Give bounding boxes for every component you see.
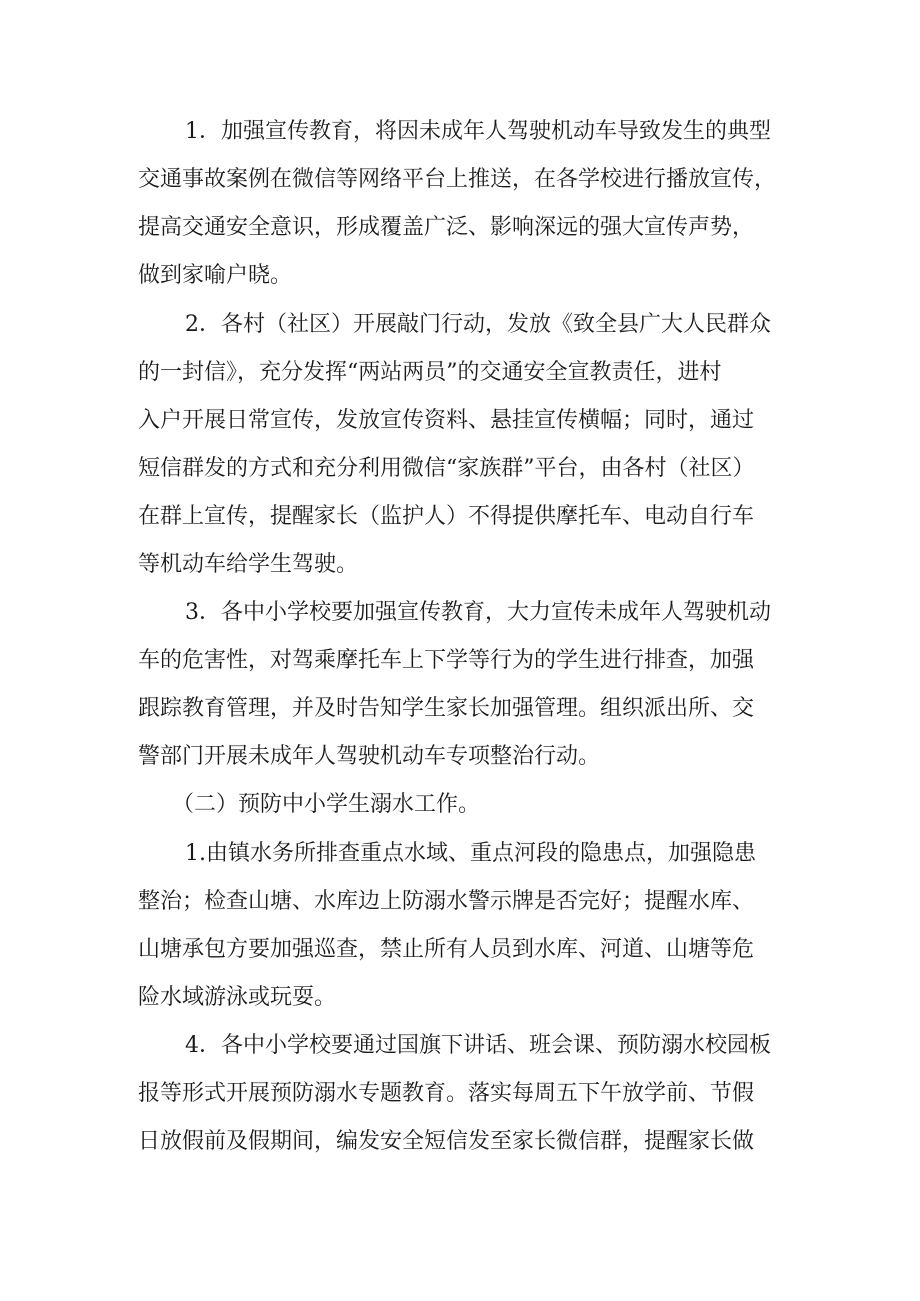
paragraph-1-line-3: 提高交通安全意识，形成覆盖广泛、影响深远的强大宣传声势， xyxy=(138,215,755,240)
paragraph-1-line-4: 做到家喻户晓。 xyxy=(138,263,293,288)
paragraph-5-line-2: 报等形式开展预防溺水专题教育。落实每周五下午放学前、节假 xyxy=(138,1081,755,1106)
paragraph-2-line-1: 2．各村（社区）开展敲门行动，发放《致全县广大人民群众 xyxy=(185,312,771,337)
paragraph-4-line-4: 险水域游泳或玩耍。 xyxy=(138,985,337,1010)
paragraph-2-line-4: 短信群发的方式和充分利用微信“家族群”平台，由各村（社区） xyxy=(138,456,755,481)
paragraph-5-line-1: 4．各中小学校要通过国旗下讲话、班会课、预防溺水校园板 xyxy=(185,1033,771,1058)
paragraph-1-line-1: 1．加强宣传教育，将因未成年人驾驶机动车导致发生的典型 xyxy=(185,119,771,144)
paragraph-3-line-2: 车的危害性，对驾乘摩托车上下学等行为的学生进行排查，加强 xyxy=(138,648,755,673)
paragraph-2-line-2: 的一封信》，充分发挥“两站两员”的交通安全宣教责任，进村 xyxy=(138,360,722,385)
paragraph-3-line-3: 跟踪教育管理，并及时告知学生家长加强管理。组织派出所、交 xyxy=(138,696,755,721)
paragraph-3-line-1: 3．各中小学校要加强宣传教育，大力宣传未成年人驾驶机动 xyxy=(185,600,771,625)
paragraph-4-line-2: 整治；检查山塘、水库边上防溺水警示牌是否完好；提醒水库、 xyxy=(138,889,755,914)
paragraph-4-line-1: 1.由镇水务所排查重点水域、重点河段的隐患点，加强隐患 xyxy=(185,841,756,866)
paragraph-2-line-3: 入户开展日常宣传，发放宣传资料、悬挂宣传横幅；同时，通过 xyxy=(138,408,755,433)
section-heading-text: （二）预防中小学生溺水工作。 xyxy=(172,792,481,817)
paragraph-2-line-5: 在群上宣传，提醒家长（监护人）不得提供摩托车、电动自行车 xyxy=(138,504,755,529)
paragraph-3-line-4: 警部门开展未成年人驾驶机动车专项整治行动。 xyxy=(138,744,601,769)
paragraph-1-line-2: 交通事故案例在微信等网络平台上推送，在各学校进行播放宣传， xyxy=(138,167,777,192)
paragraph-2-line-6: 等机动车给学生驾驶。 xyxy=(138,552,359,577)
paragraph-5-line-3: 日放假前及假期间，编发安全短信发至家长微信群，提醒家长做 xyxy=(138,1129,755,1154)
paragraph-4-line-3: 山塘承包方要加强巡查，禁止所有人员到水库、河道、山塘等危 xyxy=(138,937,755,962)
